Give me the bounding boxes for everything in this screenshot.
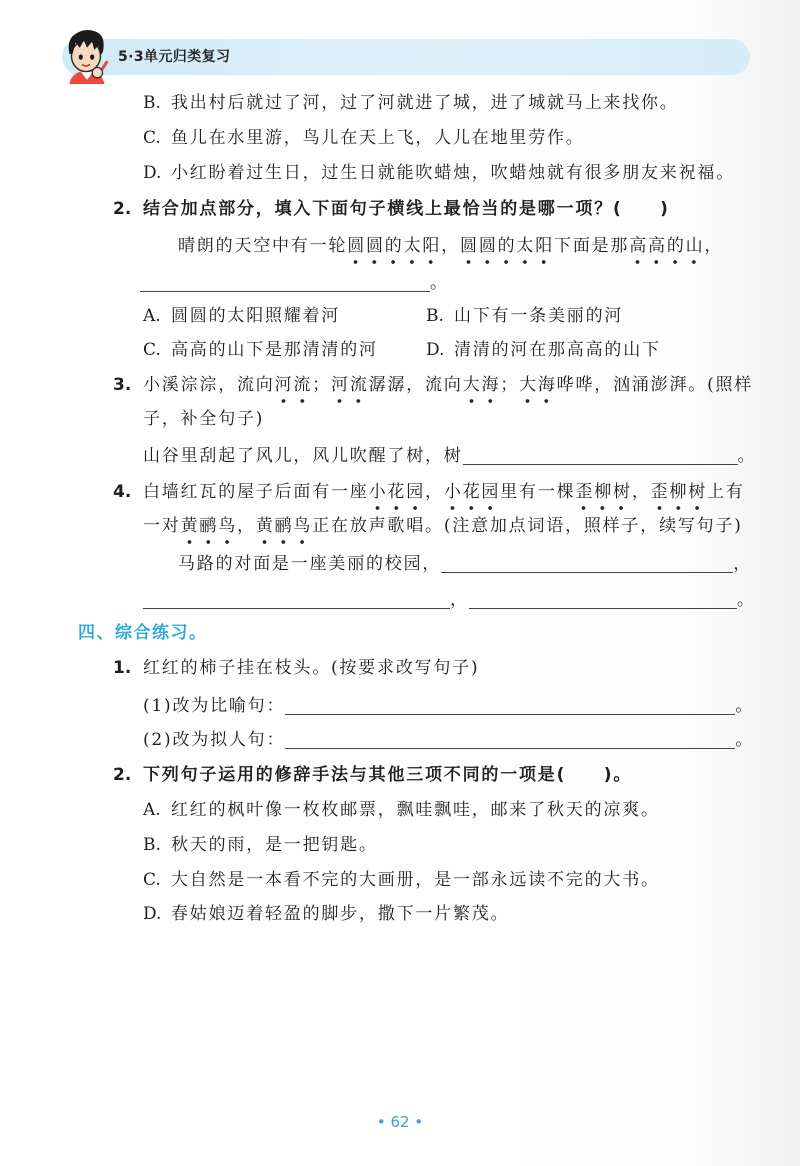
sentence-segment: 晴朗的天空中有一轮 bbox=[178, 236, 348, 256]
page-number: • 62 • bbox=[376, 1113, 424, 1131]
question-text: 下列句子运用的修辞手法与其他三项不同的一项是( )。 bbox=[143, 765, 633, 785]
question-2-prompt bbox=[113, 197, 670, 221]
option-label: D. bbox=[426, 340, 445, 360]
answer-blank bbox=[463, 446, 738, 465]
answer-blank bbox=[143, 590, 450, 609]
option-label: B. bbox=[143, 835, 161, 855]
section4-question-1-part-2 bbox=[143, 728, 754, 752]
sentence-segment: 里有一棵 bbox=[500, 482, 576, 502]
answer-prefix: 马路的对面是一座美丽的校园， bbox=[178, 554, 442, 574]
answer-blank bbox=[285, 696, 735, 715]
carryover-option-d bbox=[143, 161, 735, 185]
part-label: (1)改为比喻句： bbox=[143, 696, 286, 716]
sentence-segment: 圆圆的太阳 bbox=[460, 236, 554, 265]
carryover-option-c bbox=[143, 126, 585, 150]
sentence-segment: 小花园 bbox=[369, 482, 425, 511]
section4-question-2 bbox=[113, 763, 632, 787]
sentence-segment: 小溪淙淙，流向 bbox=[143, 375, 275, 395]
option-text: 鱼儿在水里游，鸟儿在天上飞，人儿在地里劳作。 bbox=[171, 128, 585, 148]
question-text: 子，补全句子) bbox=[143, 409, 265, 429]
question-4-answer-line-2 bbox=[143, 588, 756, 612]
blank-end-punct: 。 bbox=[735, 730, 755, 750]
question-number: 2. bbox=[113, 199, 132, 219]
answer-blank bbox=[441, 554, 733, 573]
option-label: B. bbox=[426, 306, 444, 326]
option-text: 山下有一条美丽的河 bbox=[454, 306, 624, 326]
sentence-segment: 哗哗，汹涌澎湃。(照样 bbox=[556, 375, 754, 395]
option-text: 清清的河在那高高的山下 bbox=[454, 340, 661, 360]
option-label: C. bbox=[143, 340, 161, 360]
section4-question-2-option-a bbox=[143, 798, 660, 822]
question-number: 4. bbox=[113, 482, 132, 502]
sentence-segment: 歪柳树 bbox=[651, 482, 707, 511]
answer-blank bbox=[140, 273, 430, 292]
blank-sep-punct: ， bbox=[733, 554, 753, 574]
question-3-answer-line bbox=[143, 444, 756, 468]
option-label: A. bbox=[143, 800, 161, 820]
question-2-option-b bbox=[426, 304, 623, 328]
question-2-option-a bbox=[143, 304, 340, 328]
sentence-segment: ； bbox=[500, 375, 520, 395]
question-number: 2. bbox=[113, 765, 132, 785]
sentence-segment: ， bbox=[441, 236, 461, 256]
option-text: 圆圆的太阳照耀着河 bbox=[171, 306, 341, 326]
sentence-segment: 大海 bbox=[519, 375, 557, 404]
question-4-line-1 bbox=[113, 480, 745, 504]
option-text: 大自然是一本看不完的大画册，是一部永远读不完的大书。 bbox=[171, 870, 660, 890]
question-2-answer-line bbox=[140, 271, 449, 295]
section4-question-2-option-b bbox=[143, 833, 378, 857]
question-number: 1. bbox=[113, 658, 132, 678]
sentence-segment: 歪柳树 bbox=[575, 482, 631, 511]
part-label: (2)改为拟人句： bbox=[143, 730, 286, 750]
sentence-segment: ； bbox=[312, 375, 332, 395]
sentence-segment: ， bbox=[704, 236, 724, 256]
option-label: C. bbox=[143, 128, 161, 148]
sentence-segment: 小花园 bbox=[444, 482, 500, 511]
sentence-segment: 高高的山 bbox=[629, 236, 704, 265]
sentence-segment: 一对 bbox=[143, 516, 181, 536]
section4-question-2-option-d bbox=[143, 902, 509, 926]
question-3-line-1 bbox=[113, 373, 753, 397]
sentence-segment: 大海 bbox=[463, 375, 501, 404]
option-label: D. bbox=[143, 163, 162, 183]
option-label: B. bbox=[143, 93, 161, 113]
section-heading: 四、综合练习。 bbox=[78, 623, 208, 643]
blank-sep-punct: ， bbox=[450, 590, 469, 610]
sentence-segment: 黄鹂鸟 bbox=[256, 516, 312, 545]
option-text: 我出村后就过了河，过了河就进了城，进了城就马上来找你。 bbox=[171, 93, 679, 113]
question-text: 红红的柿子挂在枝头。(按要求改写句子) bbox=[143, 658, 480, 678]
question-4-line-2 bbox=[143, 514, 743, 538]
boy-mascot-icon bbox=[58, 26, 116, 84]
blank-end-punct: 。 bbox=[735, 696, 755, 716]
question-4-answer-line-1 bbox=[178, 552, 752, 576]
blank-end-punct: 。 bbox=[736, 590, 756, 610]
option-label: D. bbox=[143, 904, 162, 924]
sentence-segment: ， bbox=[631, 482, 651, 502]
question-2-option-d bbox=[426, 338, 661, 362]
option-text: 春姑娘迈着轻盈的脚步，撒下一片繁茂。 bbox=[171, 904, 510, 924]
header-title: 5·3单元归类复习 bbox=[118, 49, 231, 65]
sentence-segment: 上有 bbox=[707, 482, 745, 502]
sentence-segment: 潺潺，流向 bbox=[368, 375, 463, 395]
sentence-segment: 河流 bbox=[331, 375, 369, 404]
option-text: 秋天的雨，是一把钥匙。 bbox=[171, 835, 378, 855]
option-label: A. bbox=[143, 306, 161, 326]
sentence-segment: 河流 bbox=[275, 375, 313, 404]
sentence-segment: 正在放声歌唱。(注意加点词语，照样子，续写句子) bbox=[312, 516, 743, 536]
question-number: 3. bbox=[113, 375, 132, 395]
sentence-segment: ， bbox=[425, 482, 444, 502]
sentence-segment: 白墙红瓦的屋子后面有一座 bbox=[143, 482, 369, 502]
sentence-segment: 下面是那 bbox=[554, 236, 630, 256]
option-text: 小红盼着过生日，过生日就能吹蜡烛，吹蜡烛就有很多朋友来祝福。 bbox=[171, 163, 735, 183]
answer-blank bbox=[469, 590, 737, 609]
option-label: C. bbox=[143, 870, 161, 890]
sentence-segment: 圆圆的太阳 bbox=[347, 236, 441, 265]
sentence-segment: ， bbox=[237, 516, 256, 536]
question-text: 结合加点部分，填入下面句子横线上最恰当的是哪一项？( ) bbox=[143, 199, 670, 219]
answer-prefix: 山谷里刮起了风儿，风儿吹醒了树，树 bbox=[143, 446, 463, 466]
sentence-segment: 黄鹂鸟 bbox=[181, 516, 237, 545]
answer-blank bbox=[285, 730, 735, 749]
question-3-line-2 bbox=[143, 407, 264, 431]
section4-question-1 bbox=[113, 656, 479, 680]
question-2-option-c bbox=[143, 338, 378, 362]
option-text: 高高的山下是那清清的河 bbox=[171, 340, 378, 360]
blank-end-punct: 。 bbox=[430, 273, 449, 293]
question-2-sentence bbox=[178, 234, 723, 258]
option-text: 红红的枫叶像一枚枚邮票，飘哇飘哇，邮来了秋天的凉爽。 bbox=[171, 800, 660, 820]
section4-question-2-option-c bbox=[143, 868, 660, 892]
section4-question-1-part-1 bbox=[143, 694, 754, 718]
carryover-option-b bbox=[143, 91, 679, 115]
blank-end-punct: 。 bbox=[737, 446, 757, 466]
